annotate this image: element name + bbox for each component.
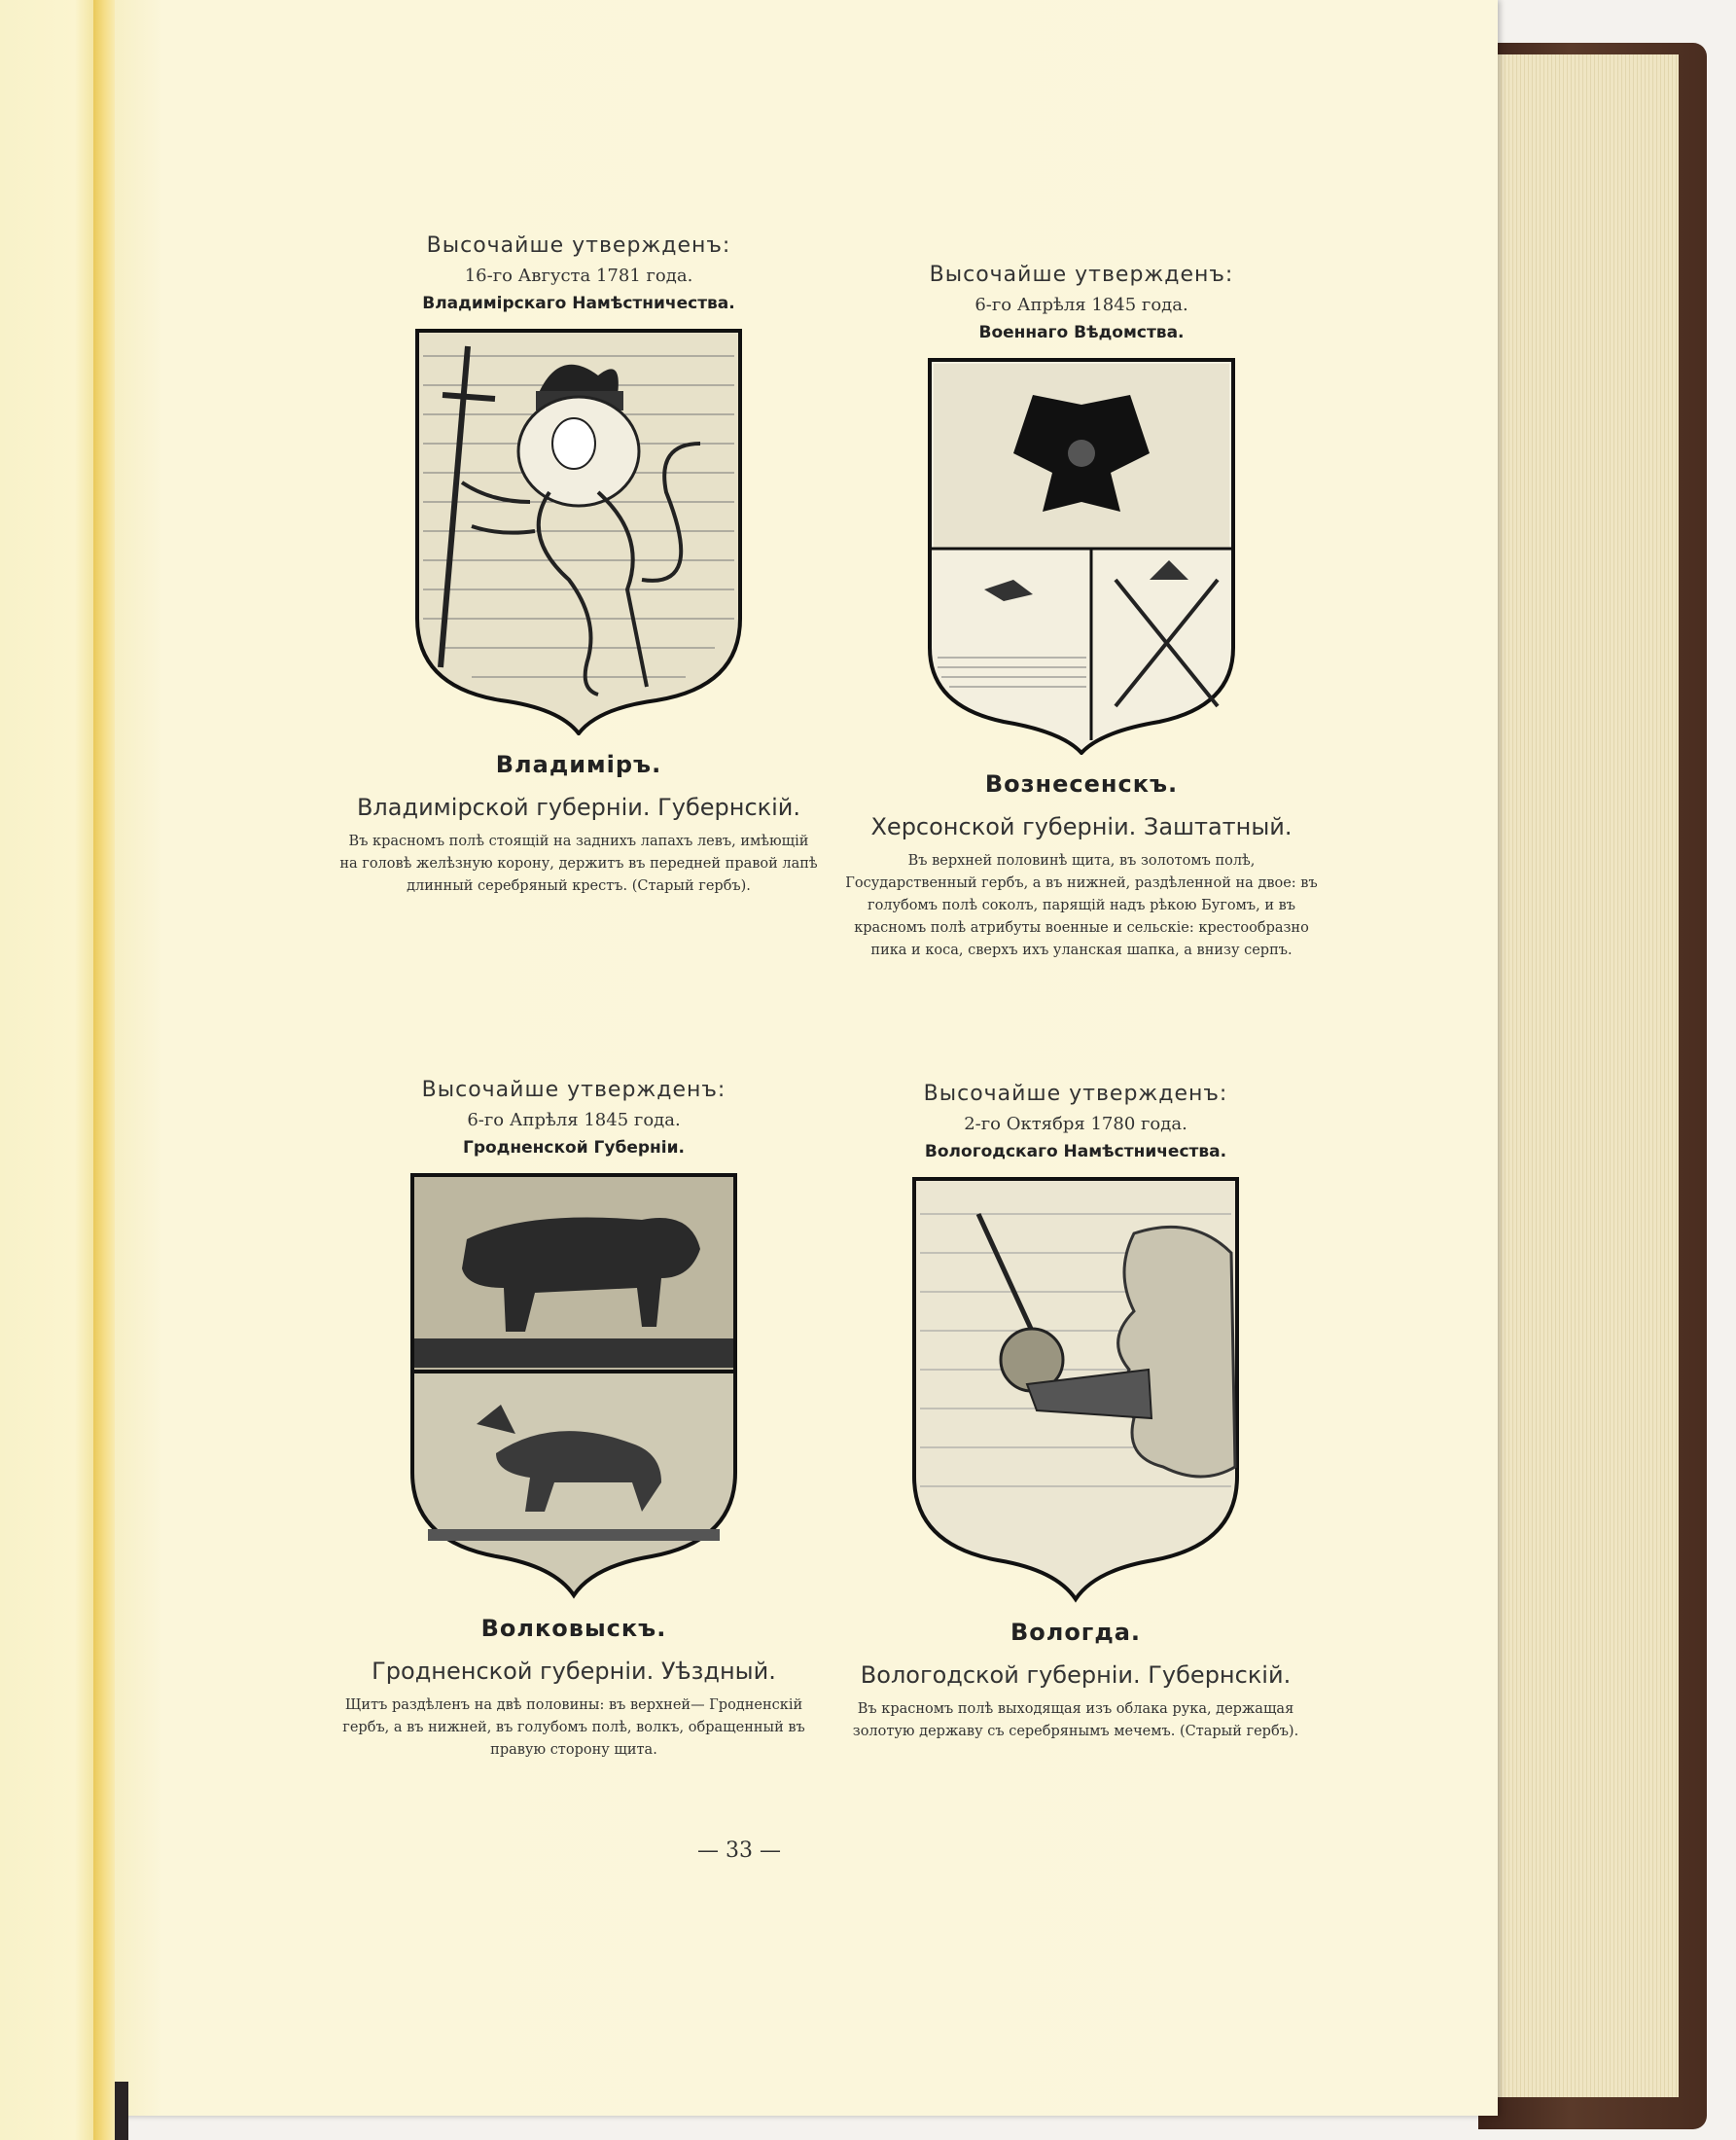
book-gutter [93,0,115,2140]
city-status: Владимірской губерніи. Губернскій. [356,794,801,821]
coat-of-arms-entry [331,1078,817,1762]
city-name: Волковыскъ. [480,1615,667,1642]
page-edges [1494,54,1679,2097]
approval-date: 6-го Апрѣля 1845 года. [974,295,1188,315]
hand-orb-sword-icon [910,1175,1241,1603]
arms-description: Въ красномъ полѣ стоящій на заднихъ лапахъ левъ, имѣющій на головѣ желѣзную корону, держитъ въ передней правой лапѣ длинный серебряный крестъ. (Старый гербъ). [339,834,818,894]
arms-description: Щитъ раздѣленъ на двѣ половины: въ верхней— Гродненскій гербъ, а въ нижней, въ голубомъ полѣ, волкъ, обращенный въ правую сторону щита. [342,1697,805,1758]
city-name: Владиміръ. [495,751,662,778]
approval-date: 6-го Апрѣля 1845 года. [467,1110,681,1130]
coat-of-arms-entry [838,263,1325,962]
approval-authority: Военнаго Вѣдомства. [978,323,1185,342]
lion-with-cross-icon [413,327,744,735]
left-page-edge [0,0,93,2140]
approval-date: 16-го Августа 1781 года. [464,266,693,286]
bookmark-ribbon [115,2082,128,2140]
city-name: Вологда. [1010,1619,1142,1646]
arms-description: Въ верхней половинѣ щита, въ золотомъ полѣ, Государственный гербъ, а въ нижней, раздѣленной на двое: въ голубомъ полѣ соколъ, парящій надъ рѣкою Бугомъ, и въ красномъ полѣ атрибуты военные и сельскіе: крестообразно пика и коса, сверхъ ихъ уланская шапка, а внизу серпъ. [845,853,1318,958]
page-number: — 33 — [697,1838,781,1863]
approval-heading: Высочайше утвержденъ: [421,1078,726,1102]
city-status: Вологодской губерніи. Губернскій. [860,1661,1292,1689]
approval-authority: Владимірскаго Намѣстничества. [422,294,735,313]
eagle-falcon-arms-icon [926,356,1237,755]
bison-wolf-arms-icon [408,1171,739,1599]
approval-authority: Вологодскаго Намѣстничества. [924,1142,1227,1161]
approval-heading: Высочайше утвержденъ: [426,233,731,258]
city-status: Гродненской губерніи. Уѣздный. [372,1658,776,1685]
approval-heading: Высочайше утвержденъ: [923,1082,1228,1106]
approval-date: 2-го Октября 1780 года. [964,1114,1187,1134]
approval-heading: Высочайше утвержденъ: [929,263,1234,287]
coat-of-arms-entry [336,233,822,898]
city-name: Вознесенскъ. [984,770,1179,798]
coat-of-arms-entry [833,1082,1319,1743]
arms-description: Въ красномъ полѣ выходящая изъ облака рука, держащая золотую державу съ серебрянымъ мечемъ. (Старый гербъ). [852,1701,1299,1739]
city-status: Херсонской губерніи. Заштатный. [870,813,1293,840]
approval-authority: Гродненской Губерніи. [463,1138,685,1158]
